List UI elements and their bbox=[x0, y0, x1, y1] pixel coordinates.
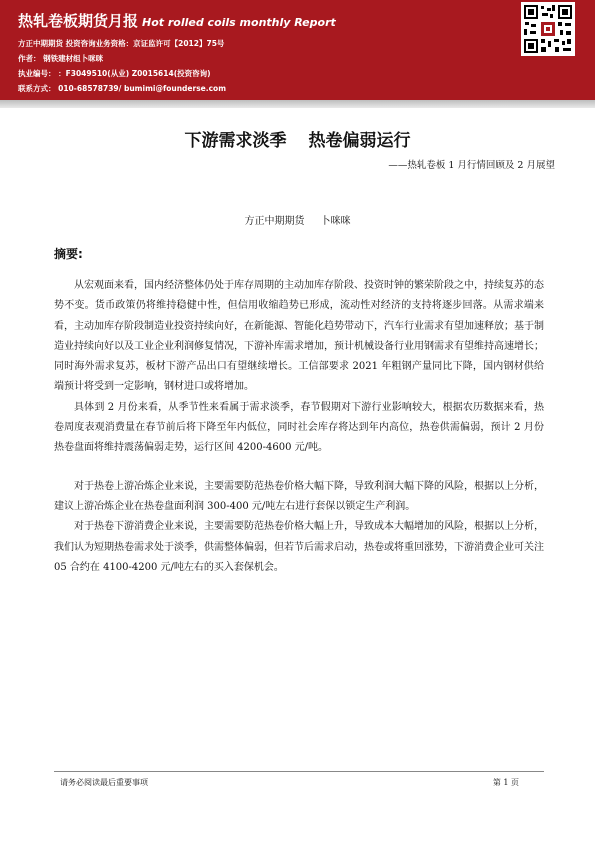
footer-divider bbox=[54, 771, 544, 772]
report-title-part2: 热卷偏弱运行 bbox=[308, 131, 411, 151]
qr-code-icon bbox=[521, 2, 575, 56]
report-title-part1: 下游需求淡季 bbox=[184, 131, 287, 151]
abstract-paragraph-upstream: 对于热卷上游冶炼企业来说，主要需要防范热卷价格大幅下降，导致利润大幅下降的风险，根据以上分析，建议上游冶炼企业在热卷盘面利润 300-400 元/吨左右进行套保以锁定生产利润。 bbox=[54, 480, 544, 512]
header-info bbox=[18, 36, 226, 96]
page-number: 第 1 页 bbox=[492, 778, 519, 787]
abstract-paragraph-macro: 从宏观面来看，国内经济整体仍处于库存周期的主动加库存阶段、投资时钟的繁荣阶段之中，持续复苏的态势不变。货币政策仍将维持稳健中性，但信用收缩趋势已形成，流动性对经济的支持将逐步回落。从需求端来看，主动加库存阶段制造业投资持续向好，在新能源、智能化趋势带动下，汽车行业需求有望加速释放；基于制造业持续向好以及工业企业利润修复情况，下游补库需求增加，预计机械设备行业用钢需求有望维持高速增长；同时海外需求复苏，板材下游产品出口有望继续增长。工信部要求 2021 年粗钢产量同比下降，国内钢材供给端预计将受到一定影响，钢材进口或将增加。 bbox=[54, 280, 544, 393]
abstract-body bbox=[54, 276, 544, 578]
abstract-heading: 摘要: bbox=[54, 247, 83, 261]
abstract-paragraph-downstream: 对于热卷下游消费企业来说，主要需要防范热卷价格大幅上升，导致成本大幅增加的风险，根据以上分析，我们认为短期热卷需求处于淡季，供需整体偏弱，但若节后需求启动，热卷或将重回涨势，下游消费企业可关注 05 合约在 4100-4200 元/吨左右的买入套保机会。 bbox=[54, 521, 544, 573]
report-series-title bbox=[18, 10, 336, 31]
author-byline bbox=[0, 212, 595, 227]
header-band bbox=[0, 0, 595, 100]
report-title bbox=[0, 126, 595, 151]
author-line: 作者： 钢铁建材组卜咪咪 bbox=[18, 54, 104, 63]
author-org: 方正中期期货 bbox=[244, 216, 305, 227]
report-subtitle: ——热轧卷板 1 月行情回顾及 2 月展望 bbox=[388, 160, 555, 171]
license-line: 方正中期期货 投资咨询业务资格：京证监许可【2012】75号 bbox=[18, 39, 225, 48]
report-series-title-cn: 热轧卷板期货月报 bbox=[18, 12, 139, 30]
author-name: 卜咪咪 bbox=[320, 216, 351, 227]
abstract-paragraph-february: 具体到 2 月份来看，从季节性来看属于需求淡季，春节假期对下游行业影响较大，根据农历数据来看，热卷周度表观消费量在春节前后将下降至年内低位，同时社会库存将达到年内高位，热卷供需偏弱，预计 2 月份热卷盘面将维持震荡偏弱走势，运行区间 4200-4600 元/吨。 bbox=[54, 401, 544, 454]
report-series-title-en: Hot rolled coils monthly Report bbox=[142, 16, 336, 29]
certificate-line: 执业编号： ：F3049510(从业) Z0015614(投资咨询) bbox=[18, 69, 211, 78]
footer-disclaimer: 请务必阅读最后重要事项 bbox=[60, 778, 148, 787]
contact-line: 联系方式： 010-68578739/ bumimi@founderse.com bbox=[18, 84, 227, 93]
header-divider-strip bbox=[0, 100, 595, 108]
